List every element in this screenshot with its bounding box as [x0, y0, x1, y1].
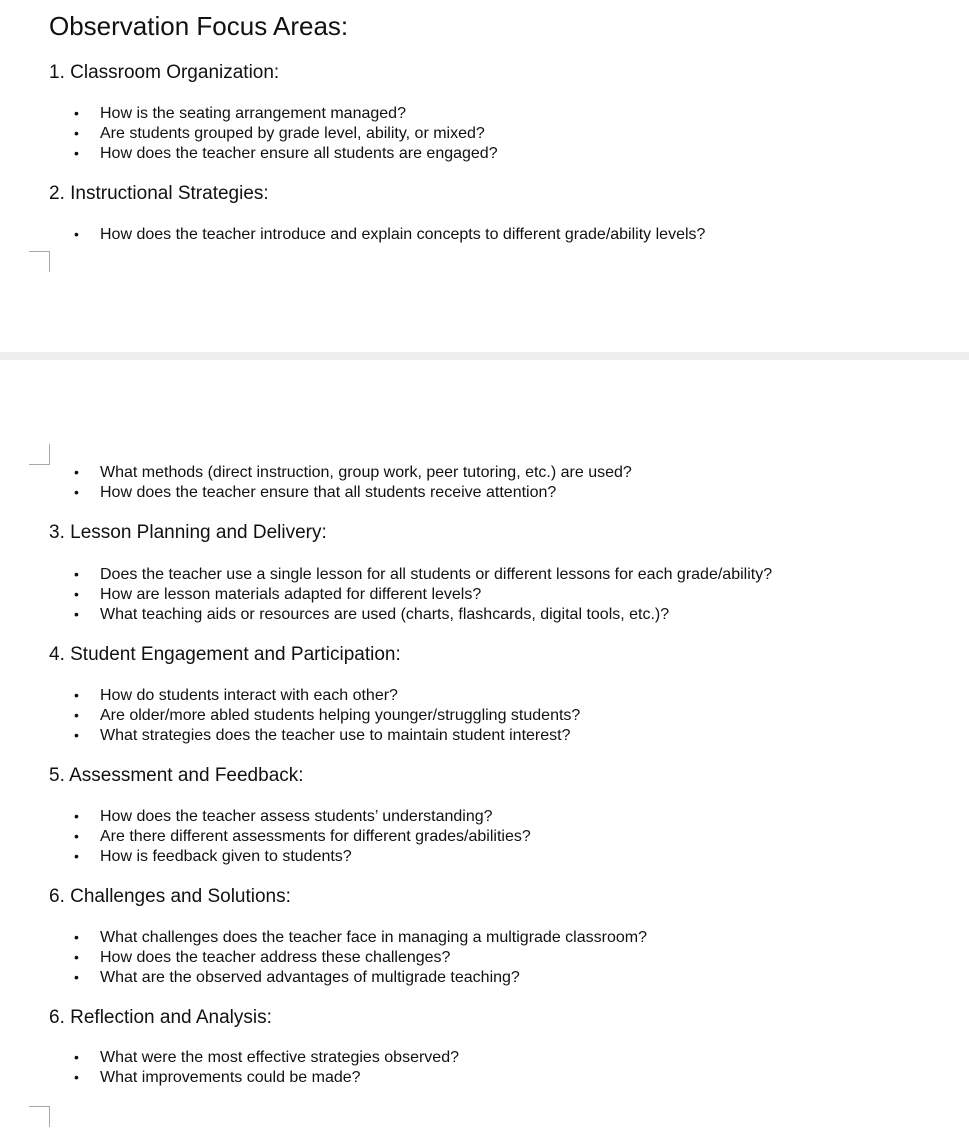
page-separator	[0, 352, 969, 360]
bullet-icon: •	[74, 706, 79, 723]
bullet-icon: •	[74, 585, 79, 602]
bullet-icon: •	[74, 1068, 79, 1085]
document-page-2: • What methods (direct instruction, group work, peer tutoring, etc.) are used? • How does the teacher ensure that all students receive attention? 3. Lesson Planning and Delivery: • Does the teacher use a single lesson for all students or different lessons for each grade/ability? • How are lesson materials adapted for different levels? • What teaching aids or resources are used (charts, flashcards, digital tools, etc.)? 4. Student Engagement and Participation: • How do students interact with each other? • Are older/more abled students helping younger/struggling students? • What strategies does the teacher use to maintain student interest? 5. Assessment and Feedback: • How does the teacher assess students’ understanding? • Are there different assessments for different grades/abilities? • How is feedback given to students? 6. Challenges and Solutions: • What challenges does the teacher face in managing a multigrade classroom? • How does the teacher address these challenges? • What are the observed advantages of multigrade teaching? 6. Reflection and Analysis: • What were the most effective strategies observed? • What improvements could be made?	[0, 360, 969, 1128]
bullet-icon: •	[74, 464, 79, 480]
section-heading-instructional-strategies: 2. Instructional Strategies:	[49, 183, 269, 204]
bullet-icon: •	[74, 1049, 79, 1065]
section-heading-classroom-organization: 1. Classroom Organization:	[49, 62, 280, 83]
bullet-icon: •	[74, 808, 79, 824]
section-heading-lesson-planning: 3. Lesson Planning and Delivery:	[49, 522, 327, 543]
bullet-icon: •	[74, 105, 79, 121]
margin-corner-mark	[29, 1106, 50, 1127]
section-heading-reflection: 6. Reflection and Analysis:	[49, 1007, 272, 1028]
document-page-1: Observation Focus Areas: 1. Classroom Organization: • How is the seating arrangement managed? • Are students grouped by grade level, ability, or mixed? • How does the teacher ensure all students are engaged? 2. Instructional Strategies: • How does the teacher introduce and explain concepts to different grade/ability levels?	[0, 0, 969, 352]
bullet-icon: •	[74, 827, 79, 844]
bullet-icon: •	[74, 968, 79, 985]
bullet-icon: •	[74, 948, 79, 965]
bullet-icon: •	[74, 726, 79, 743]
bullet-icon: •	[74, 144, 79, 161]
margin-corner-mark	[29, 251, 50, 272]
bullet-icon: •	[74, 566, 79, 582]
bullet-icon: •	[74, 483, 79, 500]
bullet-icon: •	[74, 226, 79, 242]
section-heading-assessment: 5. Assessment and Feedback:	[49, 765, 304, 786]
bullet-icon: •	[74, 605, 79, 622]
section-heading-challenges: 6. Challenges and Solutions:	[49, 886, 291, 907]
margin-corner-mark	[29, 444, 50, 465]
bullet-icon: •	[74, 847, 79, 864]
section-heading-student-engagement: 4. Student Engagement and Participation:	[49, 644, 401, 665]
bullet-icon: •	[74, 929, 79, 945]
bullet-icon: •	[74, 687, 79, 703]
document-title: Observation Focus Areas:	[49, 11, 349, 41]
bullet-icon: •	[74, 124, 79, 141]
